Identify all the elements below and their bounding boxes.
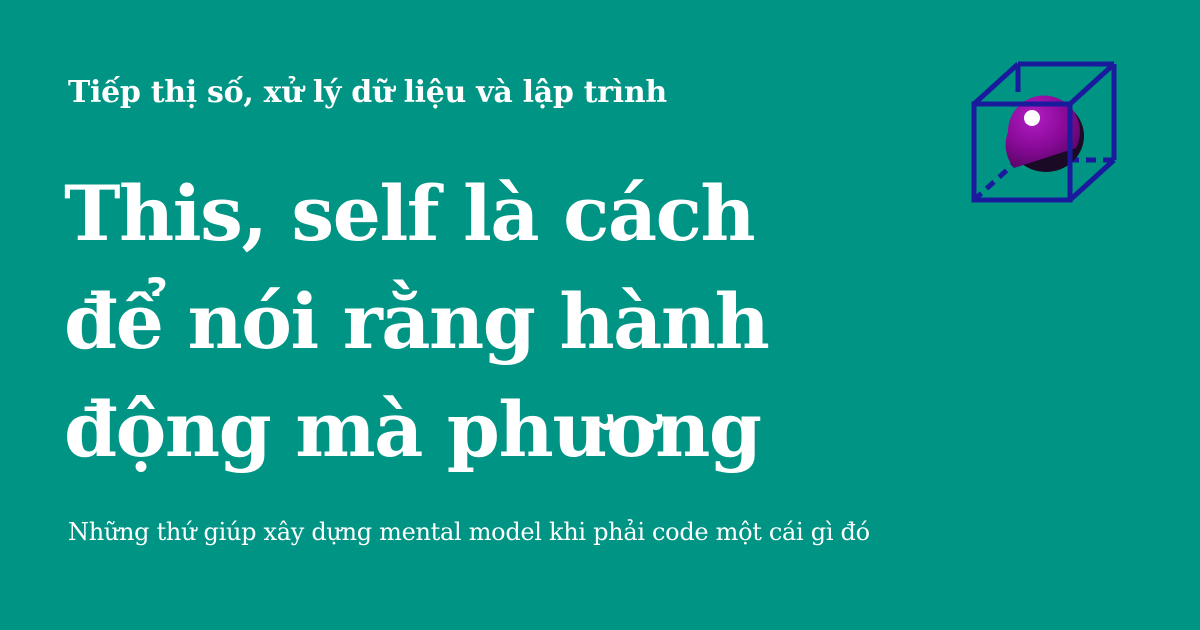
cube-with-sphere-icon bbox=[966, 56, 1122, 208]
article-description: Những thứ giúp xây dựng mental model khi phải code một cái gì đó bbox=[68, 518, 870, 546]
title-line: This, self là cách bbox=[64, 169, 755, 258]
article-title bbox=[64, 160, 864, 484]
title-line: để nói rằng hành bbox=[64, 277, 769, 366]
title-line: động mà phương bbox=[64, 385, 761, 474]
site-subtitle: Tiếp thị số, xử lý dữ liệu và lập trình bbox=[68, 75, 667, 110]
